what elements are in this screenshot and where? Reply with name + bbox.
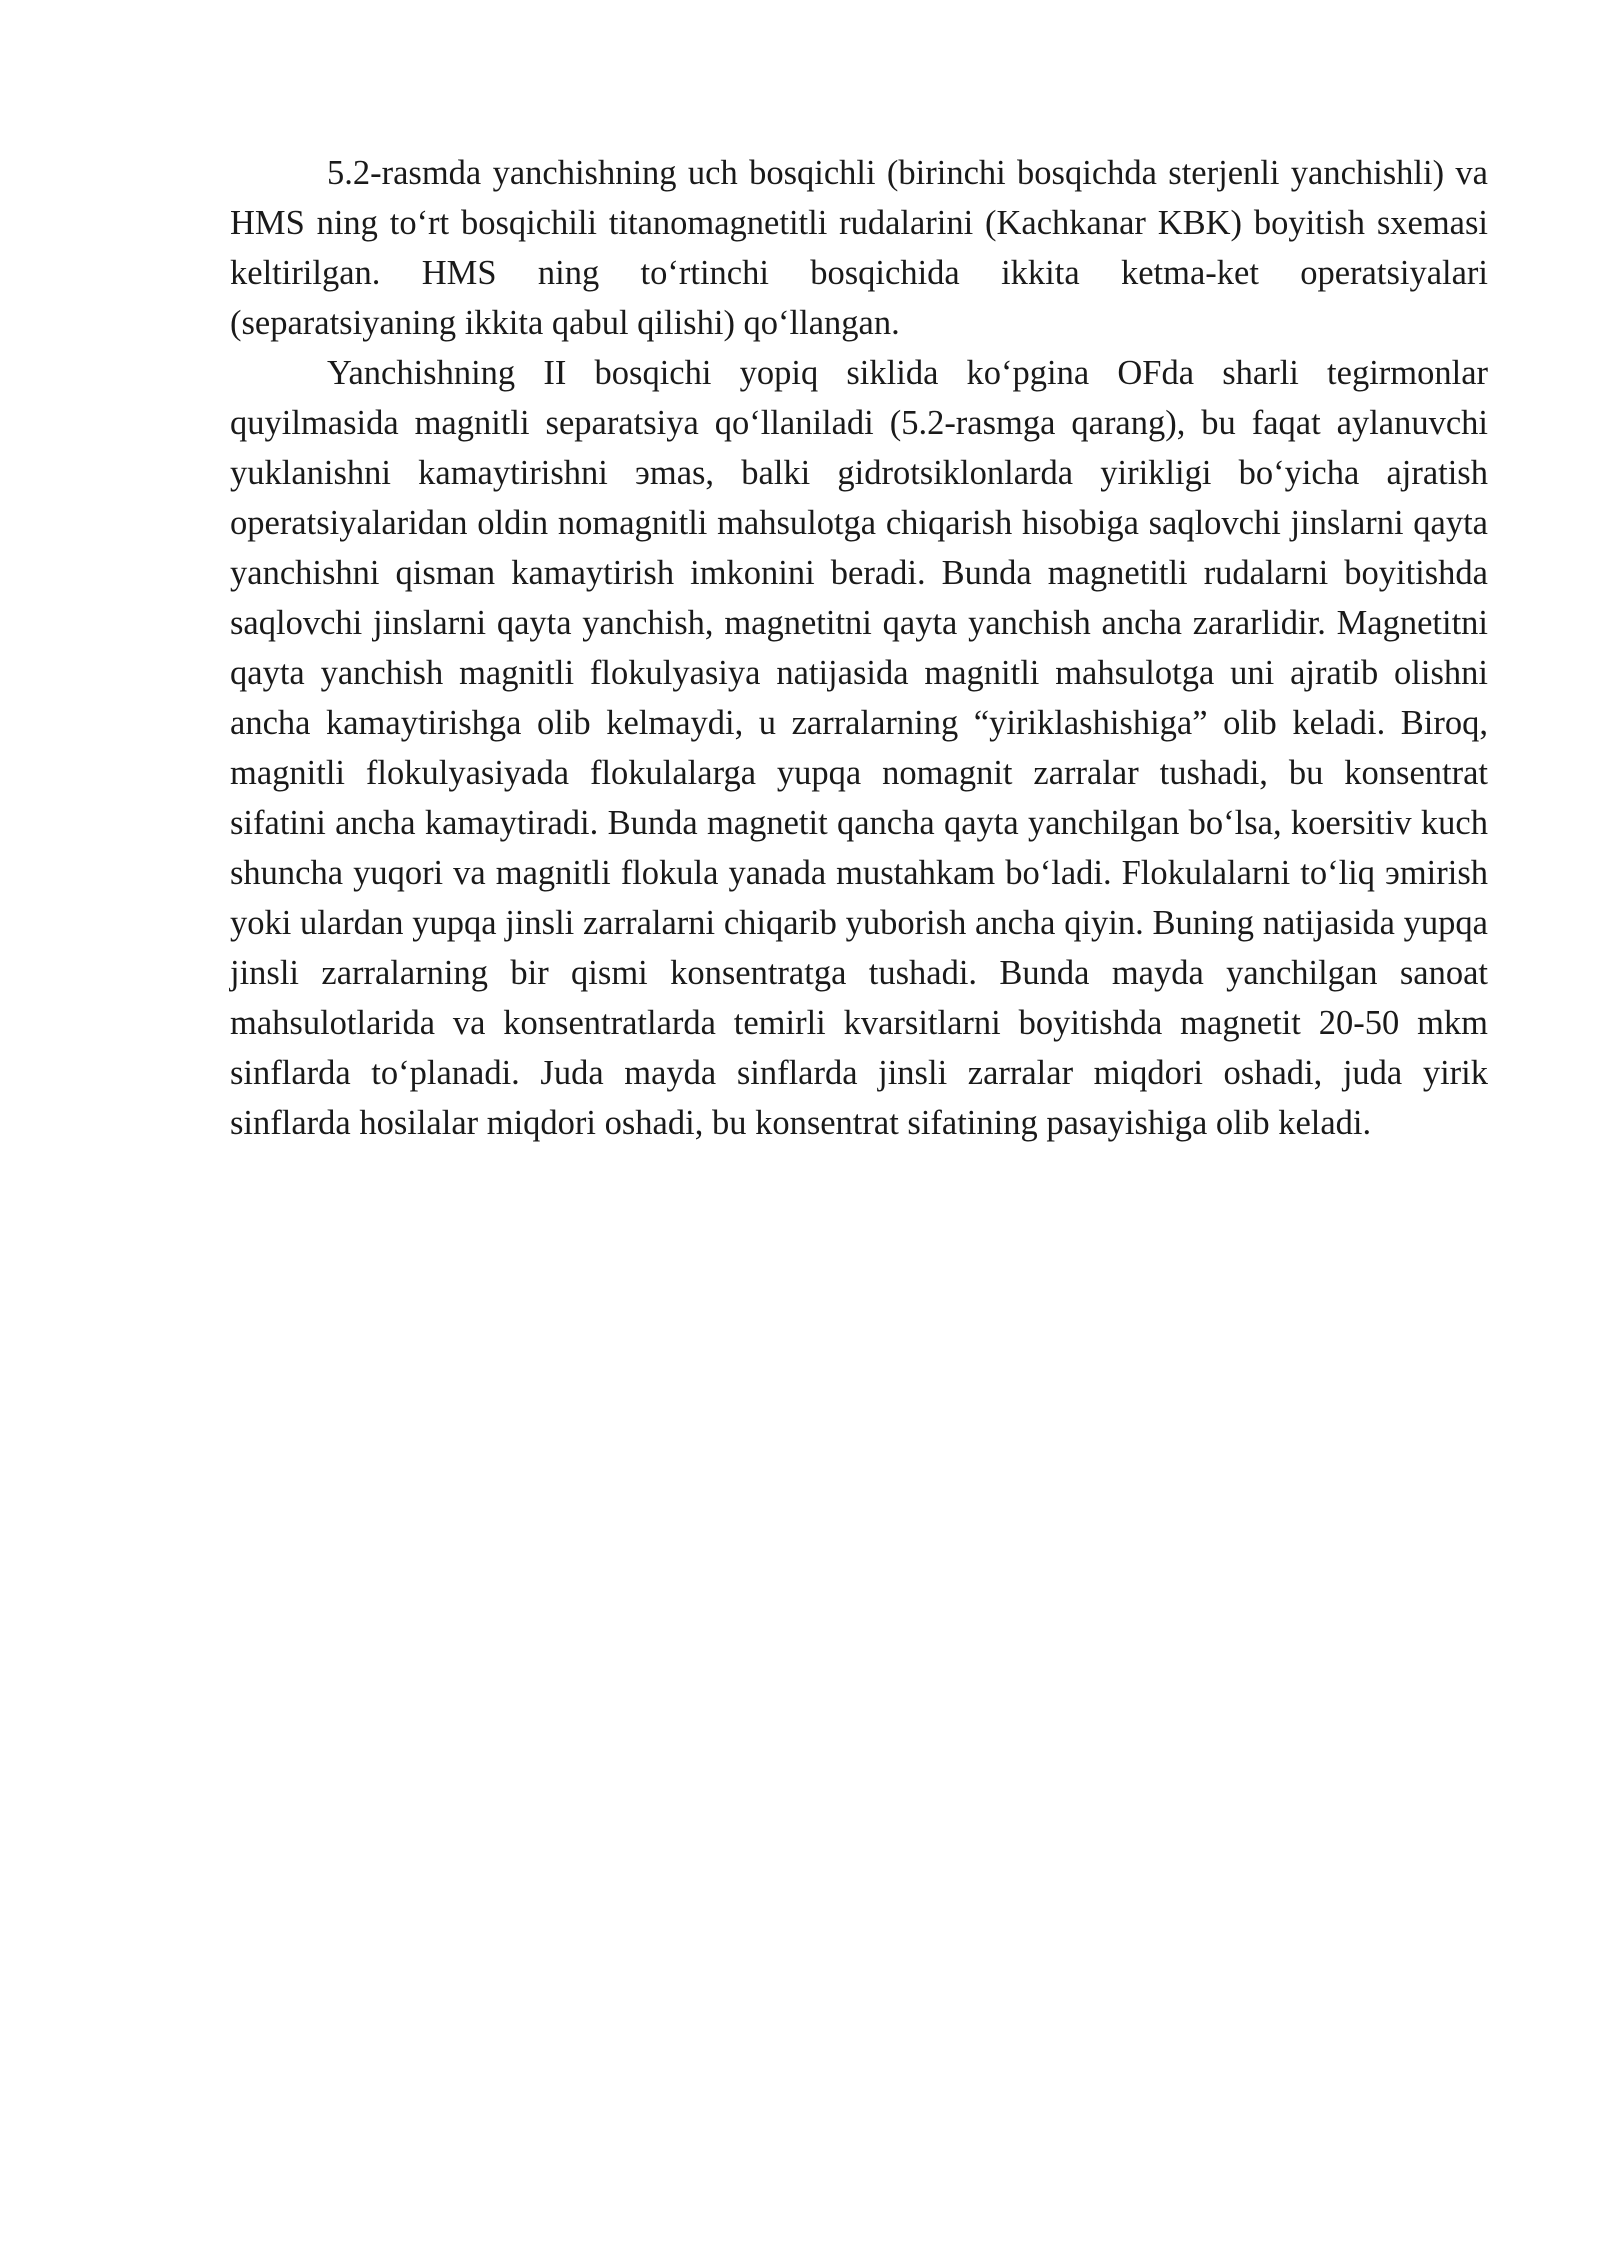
body-text (230, 148, 1488, 1148)
paragraph-1: 5.2-rasmda yanchishning uch bosqichli (birinchi bosqichda sterjenli yanchishli) va HMS ning to‘rt bosqichili titanomagnetitli rudalarini (Kachkanar KBK) boyitish sxemasi keltirilgan. HMS ning to‘rtinchi bosqichida ikkita ketma-ket operatsiyalari (separatsiyaning ikkita qabul qilishi) qo‘llangan. (230, 154, 1488, 342)
paragraph-2: Yanchishning II bosqichi yopiq siklida ko‘pgina OFda sharli tegirmonlar quyilmasida magnitli separatsiya qo‘llaniladi (5.2-rasmga qarang), bu faqat aylanuvchi yuklanishni kamaytirishni эmas, balki gidrotsiklonlarda yirikligi bo‘yicha ajratish operatsiyalaridan oldin nomagnitli mahsulotga chiqarish hisobiga saqlovchi jinslarni qayta yanchishni qisman kamaytirish imkonini beradi. Bunda magnetitli rudalarni boyitishda saqlovchi jinslarni qayta yanchish, magnetitni qayta yanchish ancha zararlidir. Magnetitni qayta yanchish magnitli flokulyasiya natijasida magnitli mahsulotga uni ajratib olishni ancha kamaytirishga olib kelmaydi, u zarralarning “yiriklashishiga” olib keladi. Biroq, magnitli flokulyasiyada flokulalarga yupqa nomagnit zarralar tushadi, bu konsentrat sifatini ancha kamaytiradi. Bunda magnetit qancha qayta yanchilgan bo‘lsa, koersitiv kuch shuncha yuqori va magnitli flokula yanada mustahkam bo‘ladi. Flokulalarni to‘liq эmirish yoki ulardan yupqa jinsli zarralarni chiqarib yuborish ancha qiyin. Buning natijasida yupqa jinsli zarralarning bir qismi konsentratga tushadi. Bunda mayda yanchilgan sanoat mahsulotlarida va konsentratlarda temirli kvarsitlarni boyitishda magnetit 20-50 mkm sinflarda to‘planadi. Juda mayda sinflarda jinsli zarralar miqdori oshadi, juda yirik sinflarda hosilalar miqdori oshadi, bu konsentrat sifatining pasayishiga olib keladi. (230, 354, 1488, 1142)
